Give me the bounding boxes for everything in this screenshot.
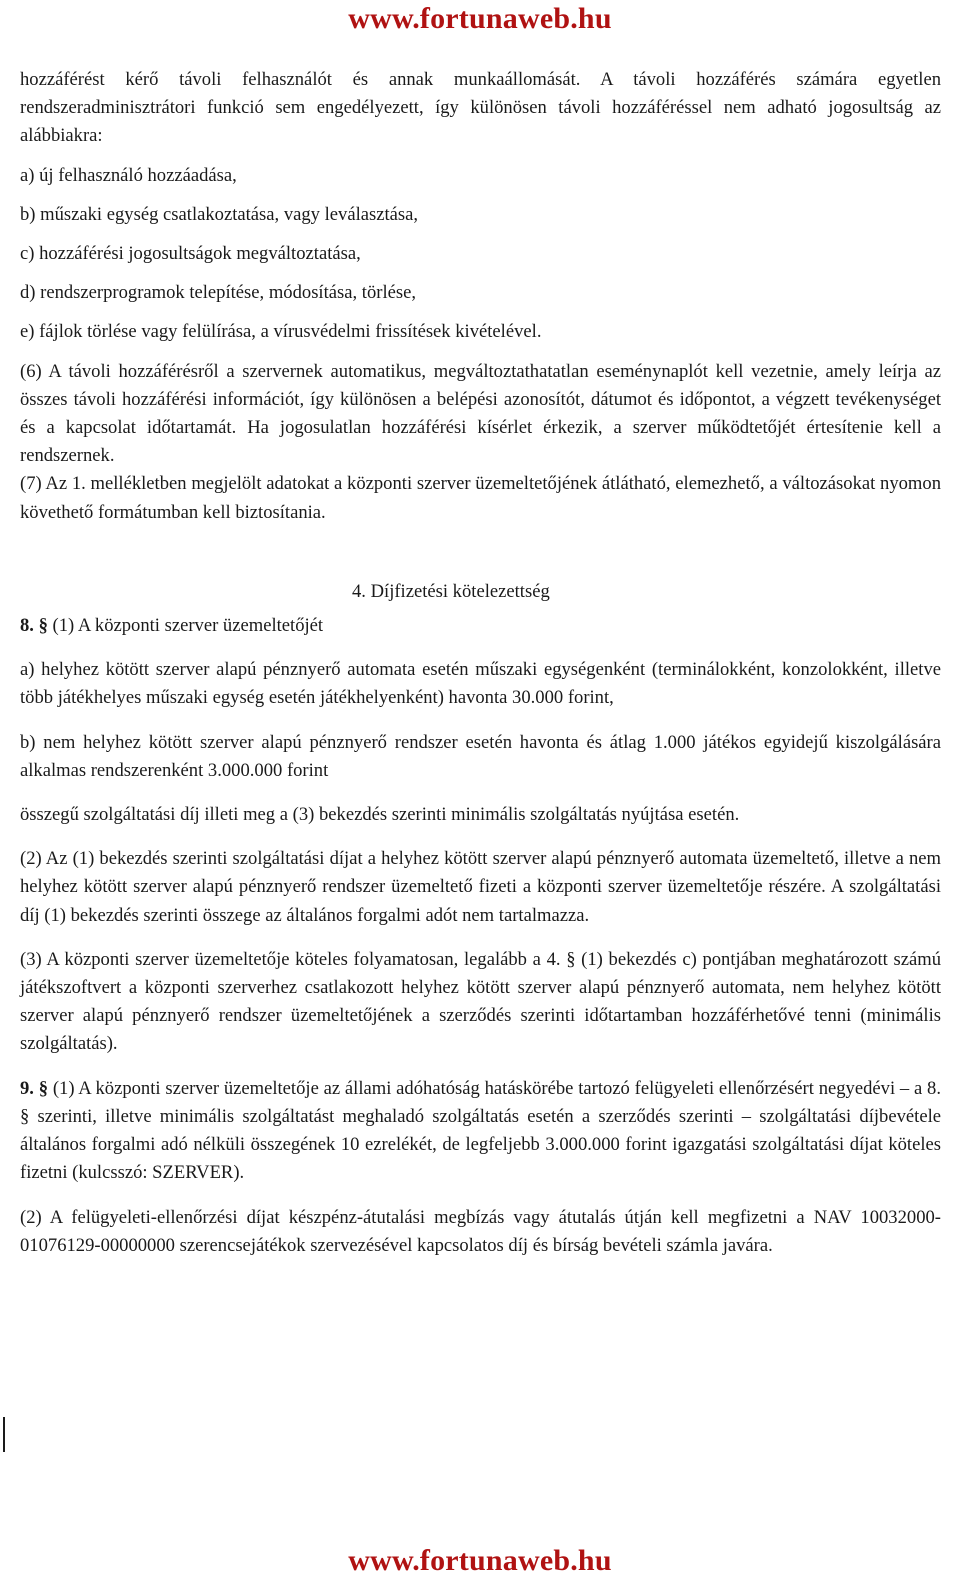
paragraph-7: (7) Az 1. mellékletben megjelölt adatokat a központi szerver üzemeltetőjének átlátható, elemezhető, a változásokat nyomon követhető formátumban kell biztosítania.	[20, 473, 941, 523]
section-9-paragraph-2: (2) A felügyeleti-ellenőrzési díjat készpénz-átutalási megbízás vagy átutalás útján kell megfizetni a NAV 10032000-01076129-00000000 szerencsejátékok szervezésével kapcsolatos díj és bírság bevételi számla javára.	[20, 1206, 941, 1256]
list-item-d: d) rendszerprogramok telepítése, módosítása, törlése,	[20, 282, 417, 304]
list-item-b: b) műszaki egység csatlakoztatása, vagy leválasztása,	[20, 203, 419, 225]
section-8-number: 8. §	[20, 615, 48, 637]
list-item-e: e) fájlok törlése vagy felülírása, a vírusvédelmi frissítések kivételével.	[20, 321, 542, 343]
section-heading: 4. Díjfizetési kötelezettség	[352, 580, 550, 602]
list-item-a: a) új felhasználó hozzáadása,	[20, 164, 237, 186]
paragraph-intro: hozzáférést kérő távoli felhasználót és annak munkaállomását. A távoli hozzáférés számára egyetlen rendszeradminisztrátori funkció sem engedélyezett, így különösen távoli hozzáféréssel nem adható jogosultság az alábbiakra:	[20, 69, 941, 147]
section-8-paragraph-3: (3) A központi szerver üzemeltetője köteles folyamatosan, legalább a 4. § (1) bekezdés c) pontjában meghatározott számú játékszoftvert a központi szerverhez csatlakozott helyhez kötött szerver alapú pénznyerő automata, nem helyhez kötött szerver alapú pénznyerő rendszer üzemeltetőjének a szerződés szerinti időtartamban hozzáférhetővé tenni (minimális szolgáltatás).	[20, 948, 941, 1055]
watermark-top: www.fortunaweb.hu	[348, 2, 612, 35]
section-9-text: (1) A központi szerver üzemeltetője az állami adóhatóság hatáskörébe tartozó felügyeleti ellenőrzésért negyedévi – a 8. § szerinti, illetve minimális szolgáltatást meghaladó szolgáltatás esetén a szerződés szerinti – szolgáltatási díjbevétele általános forgalmi adó nélküli összegének 10 ezrelékét, de legfeljebb 3.000.000 forint igazgatási szolgáltatási díjat köteles fizetni (kulcsszó: SZERVER).	[20, 1077, 942, 1184]
list-item-c: c) hozzáférési jogosultságok megváltoztatása,	[20, 243, 361, 265]
section-8-closing: összegű szolgáltatási díj illeti meg a (3) bekezdés szerinti minimális szolgáltatás nyújtása esetén.	[20, 804, 740, 826]
change-bar	[3, 1417, 5, 1452]
section-8-title	[20, 612, 941, 640]
watermark-bottom: www.fortunaweb.hu	[348, 1544, 612, 1577]
section-8-point-b: b) nem helyhez kötött szerver alapú pénznyerő rendszer esetén havonta és átlag 1.000 játékos egyidejű kiszolgálására alkalmas rendszerenként 3.000.000 forint	[20, 731, 941, 781]
paragraph-6: (6) A távoli hozzáférésről a szervernek automatikus, megváltoztathatatlan eseménynaplót kell vezetnie, amely leírja az összes távoli hozzáférési információt, így különösen a belépési azonosítót, dátumot és időpontot, a végzett tevékenységet és a kapcsolat időtartamát. Ha jogosulatlan hozzáférési kísérlet érkezik, a szerver működtetőjét értesítenie kell a rendszernek.	[20, 360, 941, 467]
section-9-paragraph-1	[20, 1075, 941, 1188]
document-body	[20, 66, 941, 1260]
section-8-paragraph-2: (2) Az (1) bekezdés szerinti szolgáltatási díjat a helyhez kötött szerver alapú pénznyerő automata üzemeltető, illetve a nem helyhez kötött szerver alapú pénznyerő rendszer üzemeltető fizeti a központi szerver üzemeltetője részére. A szolgáltatási díj (1) bekezdés szerinti összege az általános forgalmi adót nem tartalmazza.	[20, 848, 941, 926]
section-8-intro: (1) A központi szerver üzemeltetőjét	[47, 615, 324, 637]
section-8-point-a: a) helyhez kötött szerver alapú pénznyerő automata esetén műszaki egységenként (terminálokként, konzolokként, illetve több játékhelyes műszaki egység esetén játékhelyenként) havonta 30.000 forint,	[20, 659, 941, 709]
section-9-number: 9. §	[20, 1077, 49, 1099]
